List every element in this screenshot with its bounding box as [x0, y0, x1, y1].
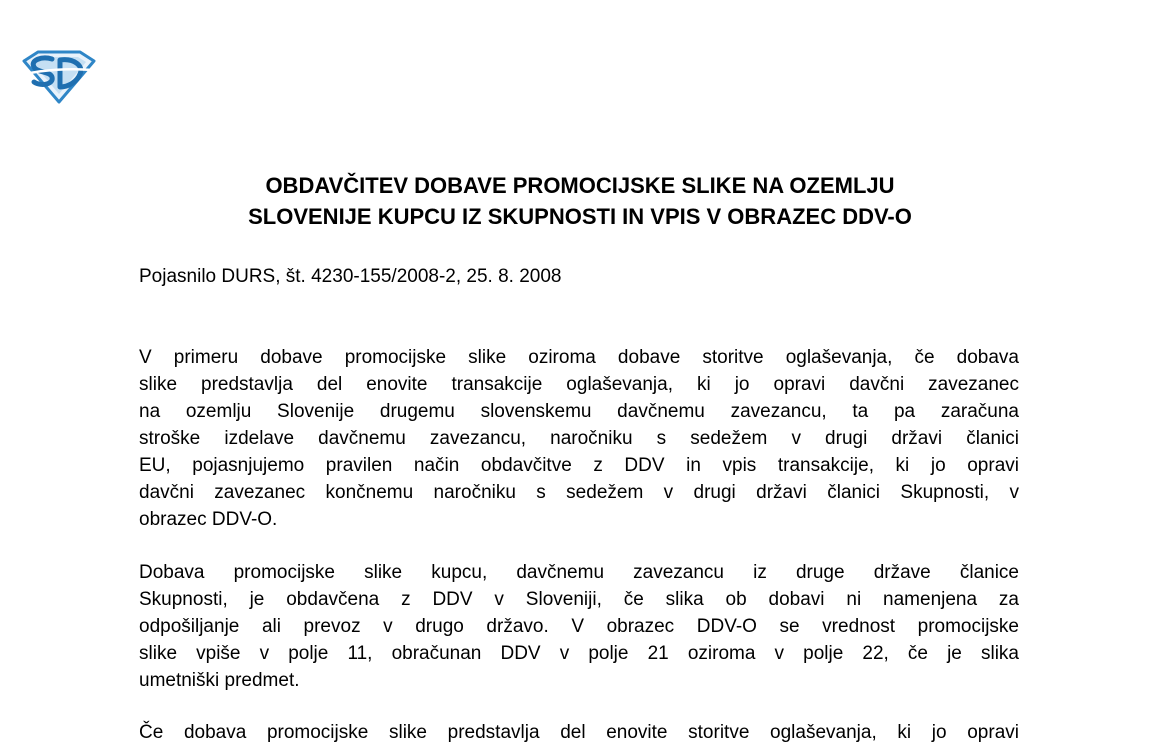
document-reference: Pojasnilo DURS, št. 4230-155/2008-2, 25. 8. 2008 — [139, 266, 562, 287]
text-line: odpošiljanje ali prevoz v drugo državo. V obrazec DDV-O se vrednost promocijske — [139, 616, 1019, 637]
text-line: stroške izdelave davčnemu zavezancu, naročniku s sedežem v drugi državi članici — [139, 428, 1019, 449]
text-line: Dobava promocijske slike kupcu, davčnemu zavezancu iz druge države članice — [139, 562, 1019, 583]
text-line: EU, pojasnjujemo pravilen način obdavčitve z DDV in vpis transakcije, ki jo opravi — [139, 455, 1019, 476]
text-line: na ozemlju Slovenije drugemu slovenskemu davčnemu zavezancu, ta pa zaračuna — [139, 401, 1019, 422]
paragraph-1 — [139, 344, 1019, 533]
text-line: Skupnosti, je obdavčena z DDV v Sloveniji, če slika ob dobavi ni namenjena za — [139, 589, 1019, 610]
title-line: SLOVENIJE KUPCU IZ SKUPNOSTI IN VPIS V OBRAZEC DDV-O — [248, 204, 912, 229]
text-line: V primeru dobave promocijske slike oziroma dobave storitve oglaševanja, če dobava — [139, 347, 1019, 368]
text-line: davčni zavezanec končnemu naročniku s sedežem v drugi državi članici Skupnosti, v — [139, 482, 1019, 503]
text-line: umetniški predmet. — [139, 670, 300, 691]
text-line: slike vpiše v polje 11, obračunan DDV v polje 21 oziroma v polje 22, če je slika — [139, 643, 1019, 664]
text-line: obrazec DDV-O. — [139, 509, 278, 530]
document-title — [140, 170, 1020, 232]
sd-logo-icon — [22, 50, 96, 104]
paragraph-2 — [139, 559, 1019, 694]
paragraph-3 — [139, 719, 1019, 746]
title-line: OBDAVČITEV DOBAVE PROMOCIJSKE SLIKE NA OZEMLJU — [265, 173, 895, 198]
text-line: Če dobava promocijske slike predstavlja del enovite storitve oglaševanja, ki jo opravi — [139, 722, 1019, 743]
text-line: slike predstavlja del enovite transakcije oglaševanja, ki jo opravi davčni zavezanec — [139, 374, 1019, 395]
